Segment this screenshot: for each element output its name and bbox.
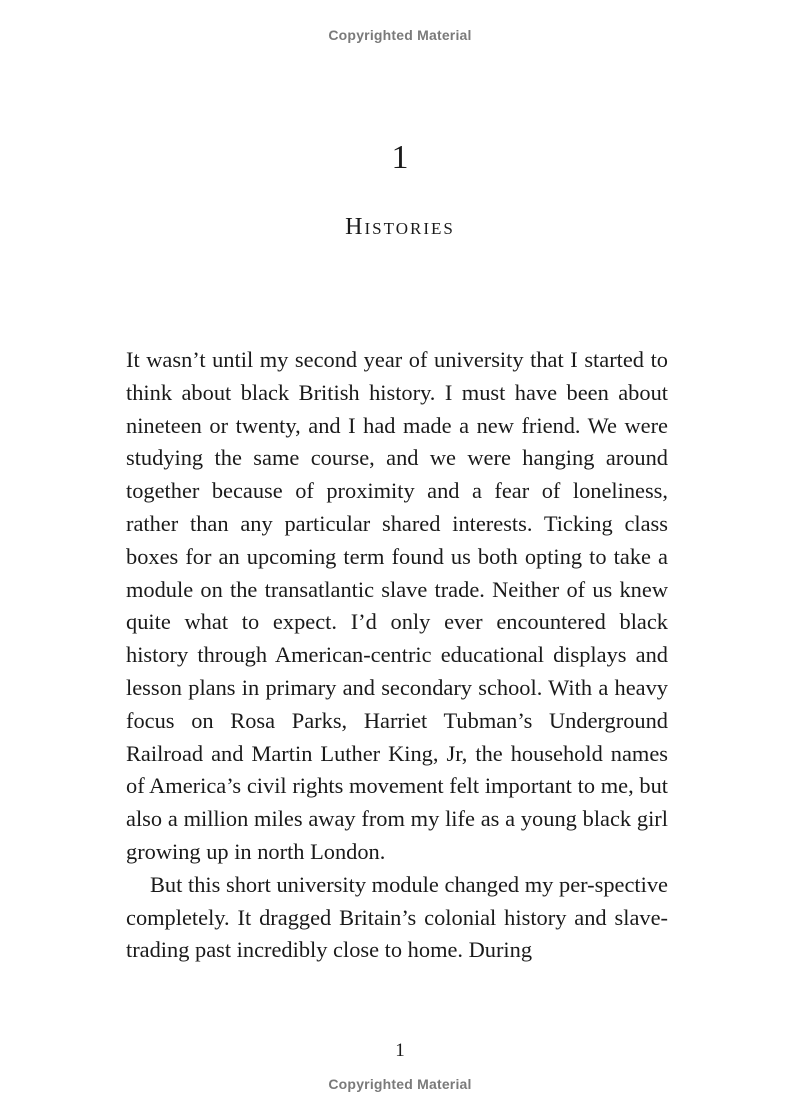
body-paragraph-2: But this short university module changed my per-spective completely. It dragged Britain’s colonial history and slave-trading past incredibly close to home. During xyxy=(126,871,668,963)
chapter-body xyxy=(126,344,668,967)
page-number: 1 xyxy=(395,1040,405,1061)
body-paragraph-1: It wasn’t until my second year of university that I started to think about black British history. I must have been about nineteen or twenty, and I had made a new friend. We were studying the same course, and we were hanging around together because of proximity and a fear of loneliness, rather than any particular shared interests. Ticking class boxes for an upcoming term found us both opting to take a module on the transatlantic slave trade. Neither of us knew quite what to expect. I’d only ever encountered black history through American-centric educational displays and lesson plans in primary and secondary school. With a heavy focus on Rosa Parks, Harriet Tubman’s Underground Railroad and Martin Luther King, Jr, the household names of America’s civil rights movement felt important to me, but also a million miles away from my life as a young black girl growing up in north London. xyxy=(126,347,668,864)
chapter-number: 1 xyxy=(391,139,409,176)
copyright-notice-bottom: Copyrighted Material xyxy=(328,1076,472,1092)
chapter-title: Histories xyxy=(345,214,455,240)
copyright-notice-top: Copyrighted Material xyxy=(328,27,472,43)
